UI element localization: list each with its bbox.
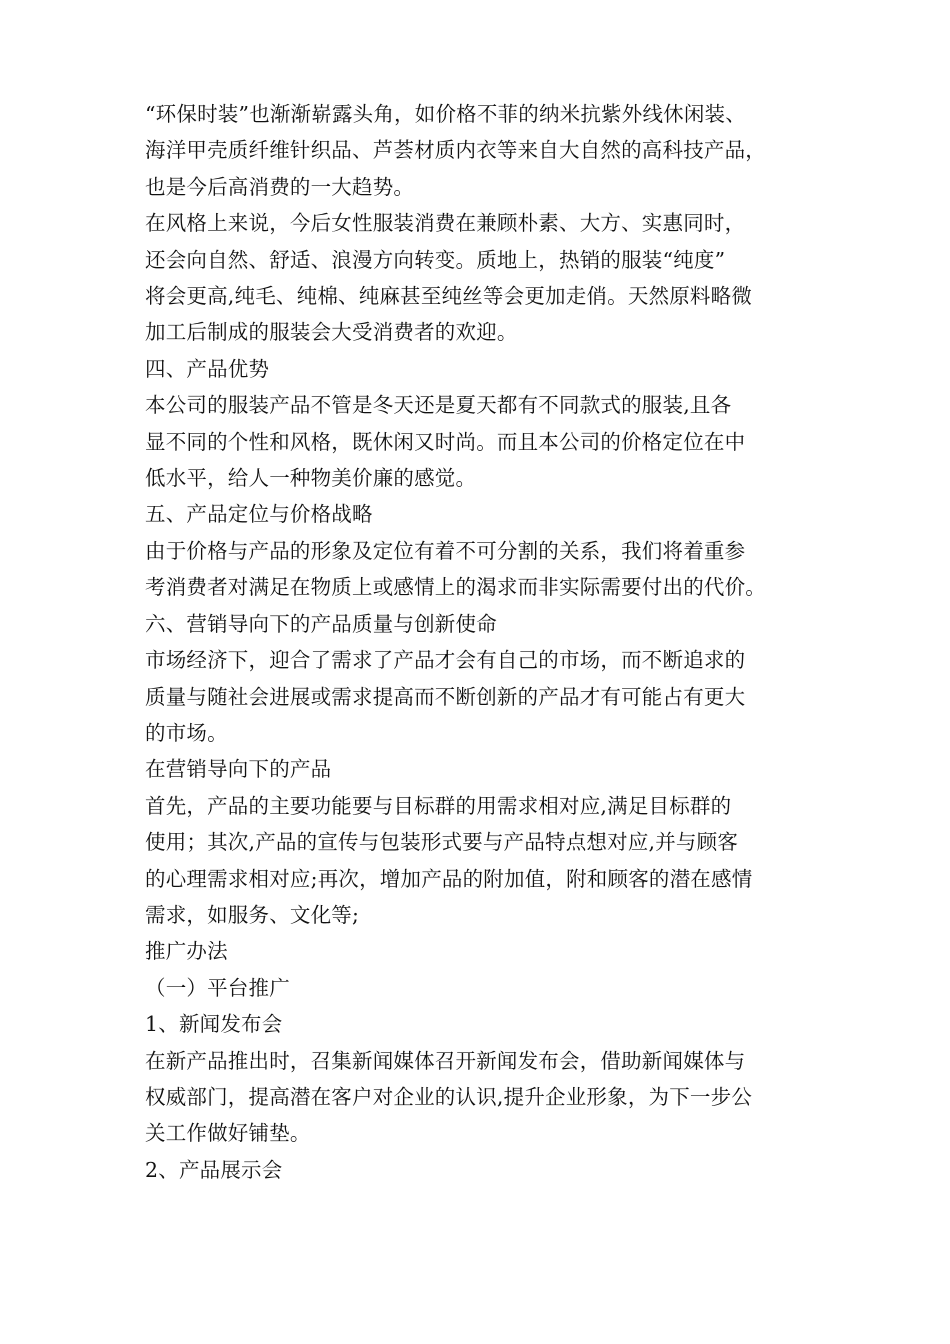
subsection-heading: 2、产品展示会: [145, 1157, 283, 1182]
text-line: 需求，如服务、文化等;: [145, 902, 360, 927]
subsection-heading: 在营销导向下的产品: [145, 757, 332, 782]
text-line: 由于价格与产品的形象及定位有着不可分割的关系，我们将着重参: [145, 538, 746, 563]
text-line: “环保时装”也渐渐崭露头角，如价格不菲的纳米抗紫外线休闲装、: [145, 102, 746, 126]
text-line: 也是今后高消费的一大趋势。: [145, 174, 415, 199]
document-body: [145, 96, 825, 1188]
text-line: 加工后制成的服装会大受消费者的欢迎。: [145, 320, 518, 345]
subsection-heading: （一）平台推广: [145, 975, 290, 1000]
text-line: 本公司的服装产品不管是冬天还是夏天都有不同款式的服装,且各: [145, 393, 732, 418]
text-line: 海洋甲壳质纤维针织品、芦荟材质内衣等来自大自然的高科技产品，: [145, 138, 766, 163]
text-line: 关工作做好铺垫。: [145, 1121, 311, 1146]
text-line: 将会更高,纯毛、纯棉、纯麻甚至纯丝等会更加走俏。天然原料略微: [145, 284, 753, 309]
text-line: 显不同的个性和风格，既休闲又时尚。而且本公司的价格定位在中: [145, 429, 746, 454]
text-line: 在新产品推出时，召集新闻媒体召开新闻发布会，借助新闻媒体与: [145, 1048, 746, 1073]
text-line: 首先，产品的主要功能要与目标群的用需求相对应,满足目标群的: [145, 793, 732, 818]
text-line: 考消费者对满足在物质上或感情上的渴求而非实际需要付出的代价。: [145, 575, 766, 600]
text-line: 还会向自然、舒适、浪漫方向转变。质地上，热销的服装“纯度”: [145, 247, 726, 272]
text-line: 的心理需求相对应;再次，增加产品的附加值，附和顾客的潜在感情: [145, 866, 753, 891]
text-line: 质量与随社会进展或需求提高而不断创新的产品才有可能占有更大: [145, 684, 746, 709]
section-heading: 四、产品优势: [145, 356, 270, 381]
subsection-heading: 推广办法: [145, 939, 228, 964]
text-line: 使用；其次,产品的宣传与包装形式要与产品特点想对应,并与顾客: [145, 830, 739, 855]
section-heading: 六、营销导向下的产品质量与创新使命: [145, 611, 497, 636]
subsection-heading: 1、新闻发布会: [145, 1012, 283, 1037]
text-line: 低水平，给人一种物美价廉的感觉。: [145, 466, 477, 491]
section-heading: 五、产品定位与价格战略: [145, 502, 373, 527]
text-line: 权威部门，提高潜在客户对企业的认识,提升企业形象，为下一步公: [145, 1084, 753, 1109]
text-line: 的市场。: [145, 720, 228, 745]
text-line: 在风格上来说，今后女性服装消费在兼顾朴素、大方、实惠同时，: [145, 211, 746, 236]
text-line: 市场经济下，迎合了需求了产品才会有自己的市场，而不断追求的: [145, 648, 746, 673]
